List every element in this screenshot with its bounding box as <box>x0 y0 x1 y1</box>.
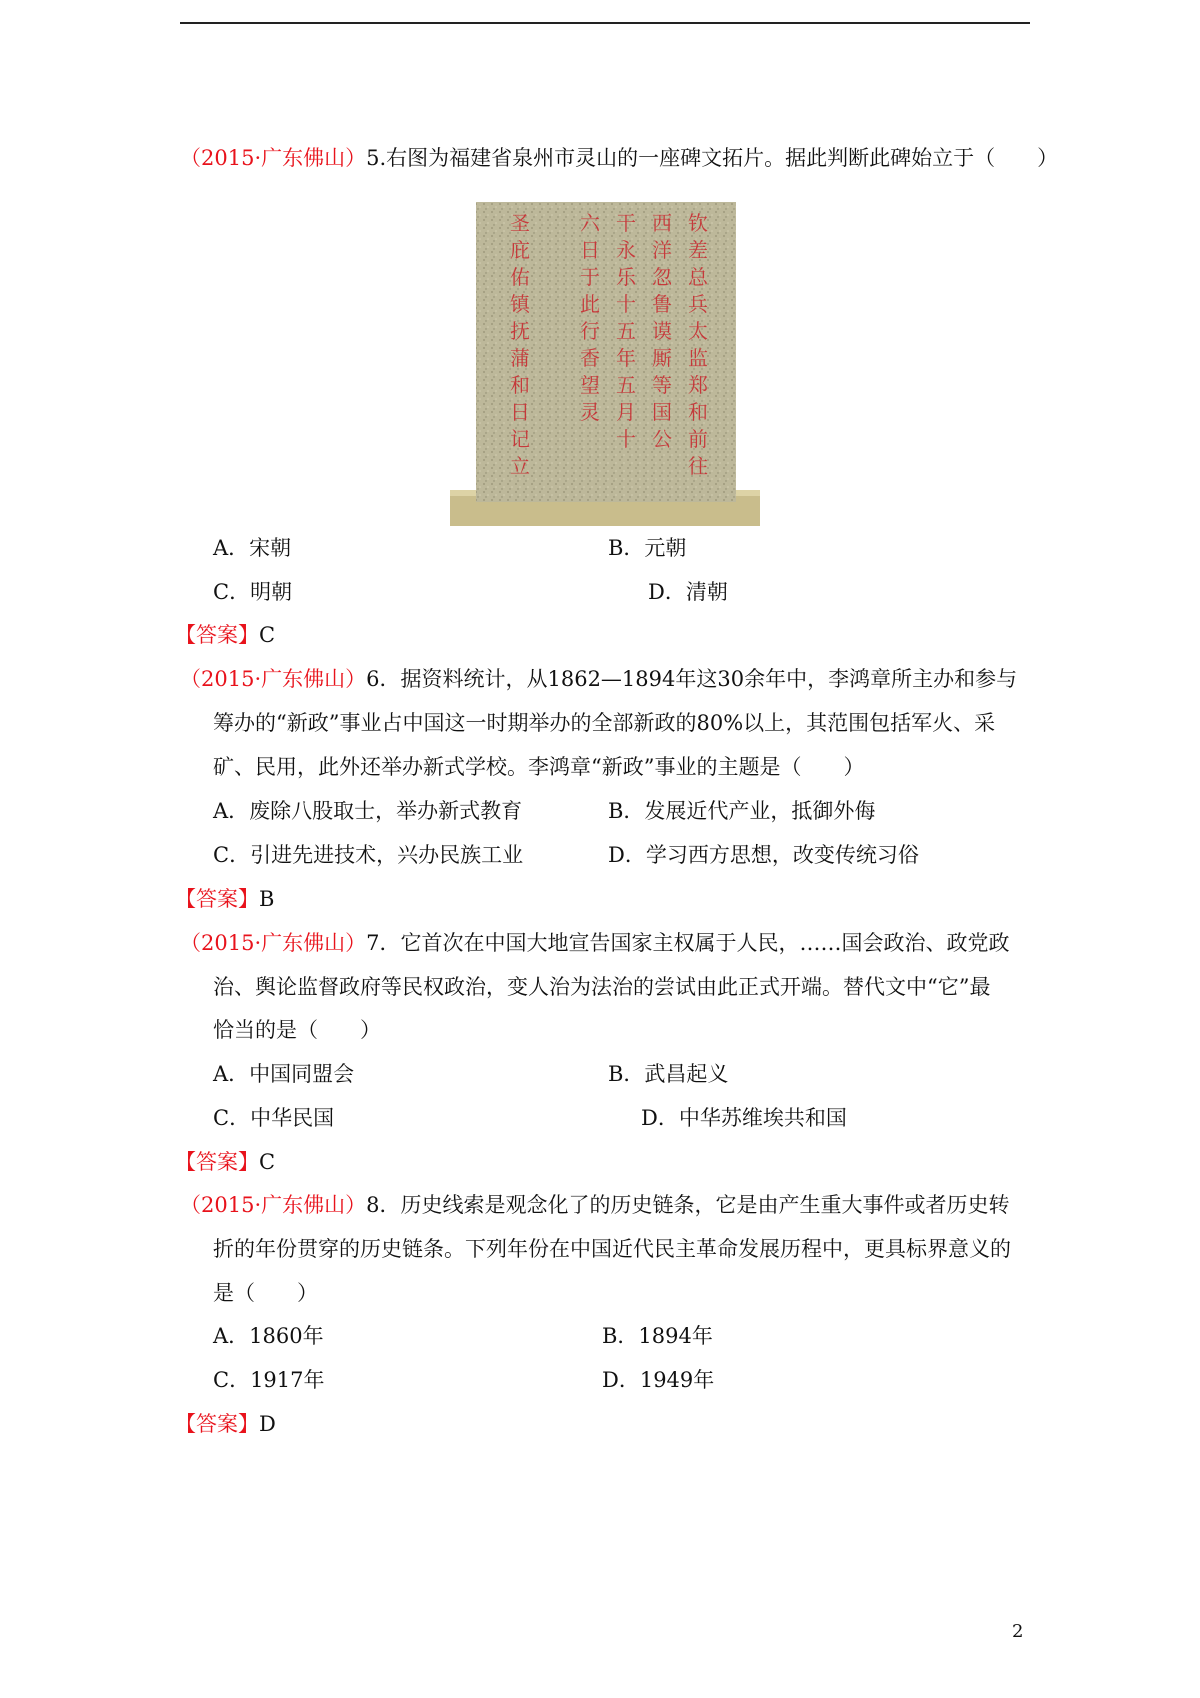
q8-source: （2015·广东佛山） <box>180 1193 367 1217</box>
q6-stem-line-2: 筹办的“新政”事业占中国这一时期举办的全部新政的80%以上，其范围包括军火、采 <box>213 711 996 735</box>
inscription-char: 十 <box>616 292 636 316</box>
inscription-char: 圣 <box>510 211 530 235</box>
inscription-char: 监 <box>688 346 708 370</box>
q5-stem-line-1 <box>180 143 1058 173</box>
q8-option-c: C．1917年 <box>213 1368 325 1392</box>
inscription-char: 此 <box>580 292 600 316</box>
inscription-char: 西 <box>652 211 672 235</box>
inscription-char: 行 <box>580 319 600 343</box>
inscription-char: 抚 <box>510 319 530 343</box>
q7-answer-value: C <box>259 1150 276 1174</box>
inscription-char: 谟 <box>652 319 672 343</box>
page-number: 2 <box>1012 1621 1024 1642</box>
inscription-char: 五 <box>616 373 636 397</box>
inscription-char: 乐 <box>616 265 636 289</box>
q6-answer-label: 【答案】 <box>175 887 259 911</box>
inscription-char: 兵 <box>688 292 708 316</box>
q6-stem-line-1 <box>180 664 1017 694</box>
q8-option-b: B．1894年 <box>602 1324 713 1348</box>
inscription-char: 灵 <box>580 400 600 424</box>
inscription-char: 鲁 <box>652 292 672 316</box>
q7-answer-label: 【答案】 <box>175 1150 259 1174</box>
q8-stem-line-2: 折的年份贯穿的历史链条。下列年份在中国近代民主革命发展历程中，更具标界意义的 <box>213 1237 1011 1261</box>
q5-option-d: D．清朝 <box>648 580 728 604</box>
inscription-char: 望 <box>580 373 600 397</box>
inscription-char: 往 <box>688 454 708 478</box>
inscription-char: 蒲 <box>510 346 530 370</box>
inscription-char: 庇 <box>510 238 530 262</box>
inscription-char: 月 <box>616 400 636 424</box>
inscription-char: 年 <box>616 346 636 370</box>
inscription-char: 十 <box>616 427 636 451</box>
inscription-char: 等 <box>652 373 672 397</box>
q6-option-a: A．废除八股取士，举办新式教育 <box>213 799 523 823</box>
q5-stem-text: 5.右图为福建省泉州市灵山的一座碑文拓片。据此判断此碑始立于（ ） <box>366 146 1059 170</box>
stele-svg <box>450 202 760 562</box>
q8-option-d: D．1949年 <box>602 1368 715 1392</box>
q6-stem-text-1: 6．据资料统计，从1862—1894年这30余年中，李鸿章所主办和参与 <box>366 667 1018 691</box>
inscription-char: 佑 <box>510 265 530 289</box>
q8-answer-value: D <box>259 1412 276 1436</box>
q6-answer <box>175 884 274 914</box>
inscription-char: 记 <box>510 427 530 451</box>
q8-answer <box>175 1409 276 1439</box>
header-rule <box>180 22 1030 24</box>
q8-answer-label: 【答案】 <box>175 1412 259 1436</box>
q7-option-b: B．武昌起义 <box>608 1062 729 1086</box>
q8-option-a: A．1860年 <box>213 1324 324 1348</box>
inscription-char: 太 <box>688 319 708 343</box>
inscription-char: 郑 <box>688 373 708 397</box>
q7-stem-line-2: 治、舆论监督政府等民权政治，变人治为法治的尝试由此正式开端。替代文中“它”最 <box>213 975 991 999</box>
q6-source: （2015·广东佛山） <box>180 667 367 691</box>
inscription-char: 于 <box>580 265 600 289</box>
inscription-char: 镇 <box>510 292 530 316</box>
inscription-char: 香 <box>580 346 600 370</box>
q7-option-d: D．中华苏维埃共和国 <box>641 1106 847 1130</box>
inscription-char: 永 <box>616 238 636 262</box>
inscription-char: 公 <box>652 427 672 451</box>
inscription-char: 和 <box>688 400 708 424</box>
q6-option-c: C．引进先进技术，兴办民族工业 <box>213 843 524 867</box>
inscription-char: 前 <box>688 427 708 451</box>
q6-stem-line-3: 矿、民用，此外还举办新式学校。李鸿章“新政”事业的主题是（ ） <box>213 755 865 779</box>
inscription-char: 干 <box>616 211 636 235</box>
inscription-char: 差 <box>688 238 708 262</box>
q5-answer <box>175 620 275 650</box>
q7-stem-text-1: 7．它首次在中国大地宣告国家主权属于人民，……国会政治、政党政 <box>366 931 1010 955</box>
inscription-char: 日 <box>580 238 600 262</box>
q8-stem-text-1: 8．历史线索是观念化了的历史链条，它是由产生重大事件或者历史转 <box>366 1193 1010 1217</box>
q7-option-a: A．中国同盟会 <box>213 1062 355 1086</box>
stele-rubbing-image <box>450 202 760 562</box>
q5-source: （2015·广东佛山） <box>180 146 367 170</box>
q5-option-a: A．宋朝 <box>213 536 292 560</box>
q7-stem-line-3: 恰当的是（ ） <box>213 1018 381 1042</box>
q6-answer-value: B <box>259 887 275 911</box>
q6-option-d: D．学习西方思想，改变传统习俗 <box>608 843 919 867</box>
q5-answer-label: 【答案】 <box>175 623 259 647</box>
inscription-char: 厮 <box>652 346 672 370</box>
inscription-char: 六 <box>580 211 600 235</box>
q6-option-b: B．发展近代产业，抵御外侮 <box>608 799 876 823</box>
q7-source: （2015·广东佛山） <box>180 931 367 955</box>
q7-option-c: C．中华民国 <box>213 1106 335 1130</box>
inscription-char: 日 <box>510 400 530 424</box>
inscription-char: 总 <box>688 265 708 289</box>
q8-stem-line-3: 是（ ） <box>213 1281 318 1305</box>
q7-answer <box>175 1147 275 1177</box>
inscription-char: 五 <box>616 319 636 343</box>
inscription-char: 国 <box>652 400 672 424</box>
inscription-char: 立 <box>510 454 530 478</box>
q5-option-b: B．元朝 <box>608 536 687 560</box>
q8-stem-line-1 <box>180 1190 1009 1220</box>
q5-option-c: C．明朝 <box>213 580 293 604</box>
inscription-char: 忽 <box>652 265 672 289</box>
q7-stem-line-1 <box>180 928 1009 958</box>
inscription-char: 和 <box>510 373 530 397</box>
q5-answer-value: C <box>259 623 276 647</box>
inscription-char: 洋 <box>652 238 672 262</box>
inscription-char: 钦 <box>688 211 708 235</box>
